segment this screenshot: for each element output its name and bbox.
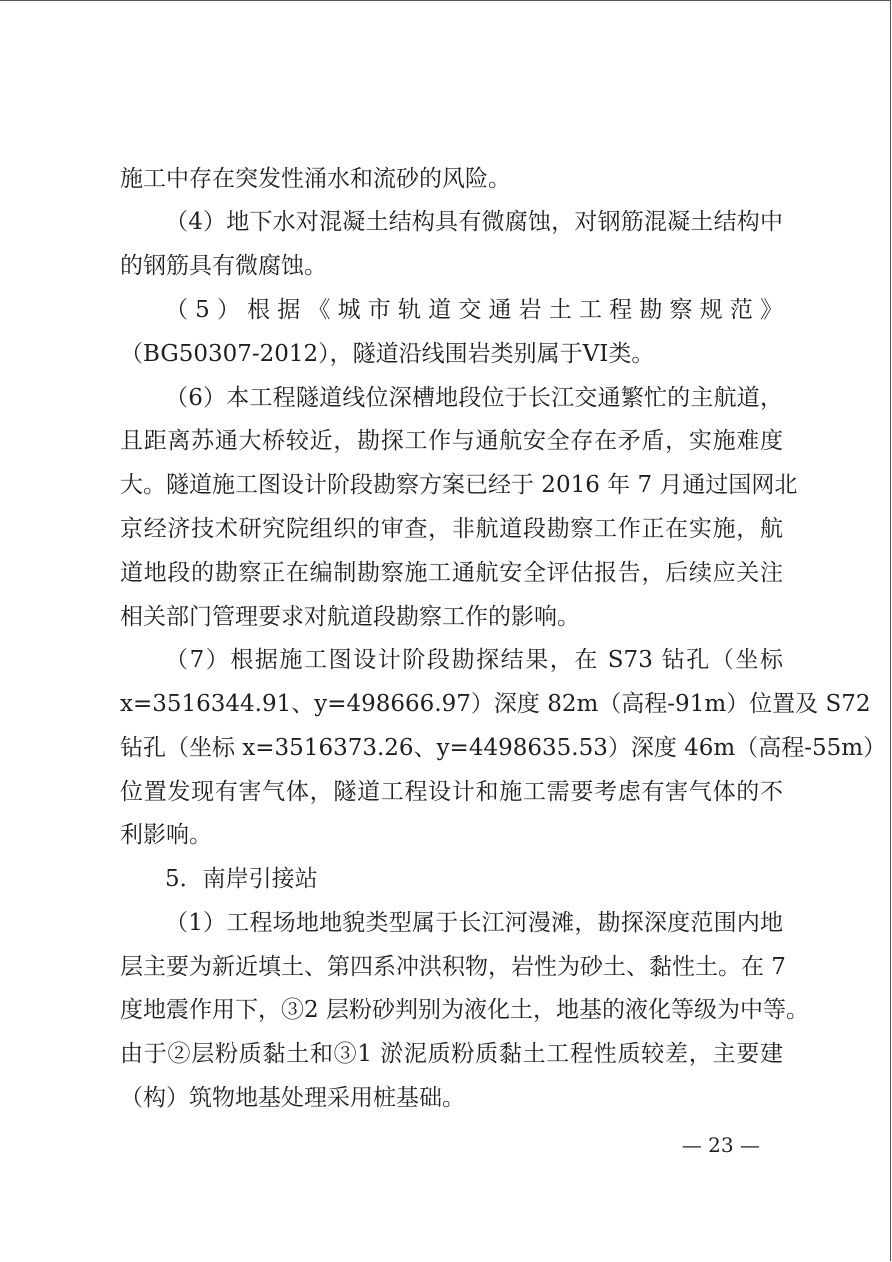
- paragraph-line: （构）筑物地基处理采用桩基础。: [120, 1085, 465, 1111]
- paragraph-line: （1）工程场地地貌类型属于长江河漫滩，勘探深度范围内地: [165, 910, 783, 936]
- section-heading: 5．南岸引接站: [165, 866, 318, 892]
- paragraph-line: 京经济技术研究院组织的审查，非航道段勘察工作正在实施，航: [120, 516, 783, 542]
- paragraph-line: 度地震作用下，③2 层粉砂判别为液化土，地基的液化等级为中等。: [120, 997, 809, 1023]
- paragraph-line: 相关部门管理要求对航道段勘察工作的影响。: [120, 604, 580, 630]
- paragraph-line: 利影响。: [120, 822, 212, 848]
- page-number: — 23 —: [681, 1133, 760, 1157]
- paragraph-line: 钻孔（坐标 x=3516373.26、y=4498635.53）深度 46m（高程-55m）: [120, 735, 887, 761]
- paragraph-line: 且距离苏通大桥较近，勘探工作与通航安全存在矛盾，实施难度: [120, 428, 783, 454]
- paragraph-line: 层主要为新近填土、第四系冲洪积物，岩性为砂土、黏性土。在 7: [120, 954, 786, 980]
- paragraph-line: （7）根据施工图设计阶段勘探结果，在 S73 钻孔（坐标: [165, 647, 783, 673]
- paragraph-line: （5）根据《城市轨道交通岩土工程勘察规范》: [165, 297, 783, 323]
- paragraph-line: 位置发现有害气体，隧道工程设计和施工需要考虑有害气体的不: [120, 779, 783, 805]
- paragraph-line: （BG50307-2012），隧道沿线围岩类别属于VI类。: [120, 341, 655, 367]
- paragraph-line: 施工中存在突发性涌水和流砂的风险。: [120, 166, 511, 192]
- paragraph-line: x=3516344.91、y=498666.97）深度 82m（高程-91m）位置及 S72: [120, 691, 871, 717]
- paragraph-line: 大。隧道施工图设计阶段勘察方案已经于 2016 年 7 月通过国网北: [120, 472, 798, 498]
- paragraph-line: 的钢筋具有微腐蚀。: [120, 253, 327, 279]
- paragraph-line: （6）本工程隧道线位深槽地段位于长江交通繁忙的主航道，: [165, 385, 783, 411]
- paragraph-line: 由于②层粉质黏土和③1 淤泥质粉质黏土工程性质较差，主要建: [120, 1041, 783, 1067]
- paragraph-line: （4）地下水对混凝土结构具有微腐蚀，对钢筋混凝土结构中: [165, 209, 783, 235]
- paragraph-line: 道地段的勘察正在编制勘察施工通航安全评估报告，后续应关注: [120, 560, 783, 586]
